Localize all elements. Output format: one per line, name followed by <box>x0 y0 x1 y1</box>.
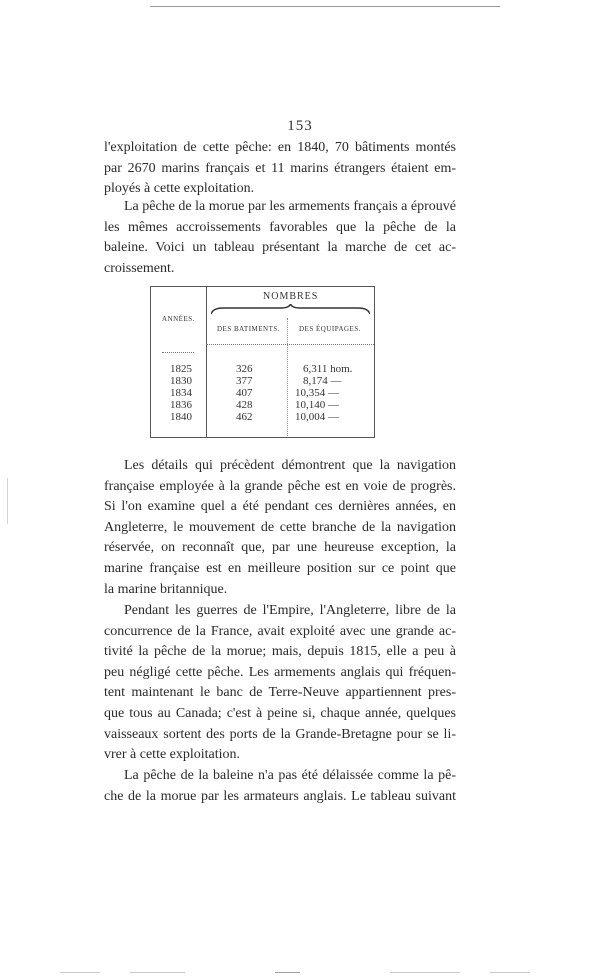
scan-mark <box>490 972 530 973</box>
paragraph-line: marine française est en meilleure position sur ce point que <box>104 560 456 576</box>
paragraph-line: Si l'on examine quel a été pendant ces dernières années, en <box>104 499 456 515</box>
header-batiments: DES BATIMENTS. <box>217 325 281 333</box>
table-cell-batiments: 428 <box>236 399 253 411</box>
table-rule-middle <box>287 318 288 438</box>
paragraph-line: peu négligé cette pêche. Les armements anglais qui fréquen- <box>104 664 456 680</box>
paragraph-line: ployés à cette exploitation. <box>104 181 255 197</box>
paragraph-line: concurrence de la France, avait exploité avec une grande ac- <box>104 623 456 639</box>
paragraph-line: Pendant les guerres de l'Empire, l'Angleterre, libre de la <box>124 603 456 618</box>
paragraph-5 <box>104 766 456 807</box>
paragraph-line: che de la morue par les armateurs anglais. Le tableau suivant <box>104 788 456 804</box>
paragraph-line: les mêmes accroissements favorables que la pêche de la <box>104 219 456 235</box>
scan-mark <box>390 972 460 973</box>
header-annees: ANNÉES. <box>162 315 195 323</box>
paragraph-line: Les détails qui précèdent démontrent que la navigation <box>124 458 456 473</box>
paragraph-line: réservée, on reconnaît que, par une heureuse exception, la <box>104 540 456 556</box>
table-border-right <box>374 286 375 438</box>
paragraph-line: La pêche de la baleine n'a pas été délaissée comme la pê- <box>124 768 456 783</box>
table-cell-equipages: 6,311 hom. <box>303 363 353 375</box>
page-number: 153 <box>287 118 313 134</box>
paragraph-line: tivité la pêche de la morue; mais, depuis 1815, elle a peu à <box>104 644 456 660</box>
paragraph-line: tent maintenant le banc de Terre-Neuve appartiennent pres- <box>104 685 456 701</box>
table-rule-annees <box>206 286 207 438</box>
table-rule-annees-underline <box>162 352 194 353</box>
table-cell-annee: 1836 <box>170 399 192 411</box>
paragraph-line: que tous au Canada; c'est à peine si, chaque année, quelques <box>104 705 456 721</box>
table-cell-annee: 1840 <box>170 411 192 423</box>
table-cell-equipages: 8,174 — <box>303 375 342 387</box>
table-cell-batiments: 407 <box>236 387 253 399</box>
footer-scan-marks <box>60 970 530 976</box>
table-cell-annee: 1834 <box>170 387 192 399</box>
table-cell-equipages: 10,004 — <box>295 411 339 423</box>
table-cell-batiments: 377 <box>236 375 253 387</box>
paragraph-line: baleine. Voici un tableau présentant la marche de cet ac- <box>104 240 456 256</box>
statistics-table <box>150 286 376 438</box>
paragraph-line: française employée à la grande pêche est en voie de progrès. <box>104 478 456 494</box>
top-rule <box>150 6 500 7</box>
table-cell-annee: 1830 <box>170 375 192 387</box>
table-border-left <box>150 286 151 438</box>
paragraph-line: Angleterre, le mouvement de cette branche de la navigation <box>104 519 456 535</box>
paragraph-line: la marine britannique. <box>104 581 228 597</box>
scan-mark <box>275 972 300 973</box>
table-cell-equipages: 10,140 — <box>295 399 339 411</box>
paragraph-line: croissement. <box>104 260 175 276</box>
margin-mark <box>7 478 8 524</box>
scan-mark <box>130 972 185 973</box>
table-rule-header <box>206 344 374 345</box>
paragraph-2 <box>104 197 456 279</box>
scan-mark <box>60 972 100 973</box>
table-rule-top <box>150 286 375 287</box>
paragraph-3 <box>104 456 456 600</box>
header-equipages: DES ÉQUIPAGES. <box>299 325 361 333</box>
table-rule-bottom <box>150 437 375 438</box>
paragraph-line: par 2670 marins français et 11 marins étrangers étaient em- <box>104 160 456 176</box>
paragraph-line: La pêche de la morue par les armements français a éprouvé <box>124 199 456 214</box>
paragraph-4 <box>104 601 456 766</box>
paragraph-line: l'exploitation de cette pêche: en 1840, 70 bâtiments montés <box>104 140 456 155</box>
header-nombres: NOMBRES <box>263 291 319 302</box>
header-brace <box>211 304 370 316</box>
table-cell-equipages: 10,354 — <box>295 387 339 399</box>
paragraph-line: vrer à cette exploitation. <box>104 747 241 763</box>
table-cell-annee: 1825 <box>170 363 192 375</box>
table-cell-batiments: 462 <box>236 411 253 423</box>
paragraph-line: vaisseaux sortent des ports de la Grande-Bretagne pour se li- <box>104 726 456 742</box>
paragraph-1 <box>104 138 456 200</box>
table-cell-batiments: 326 <box>236 363 253 375</box>
